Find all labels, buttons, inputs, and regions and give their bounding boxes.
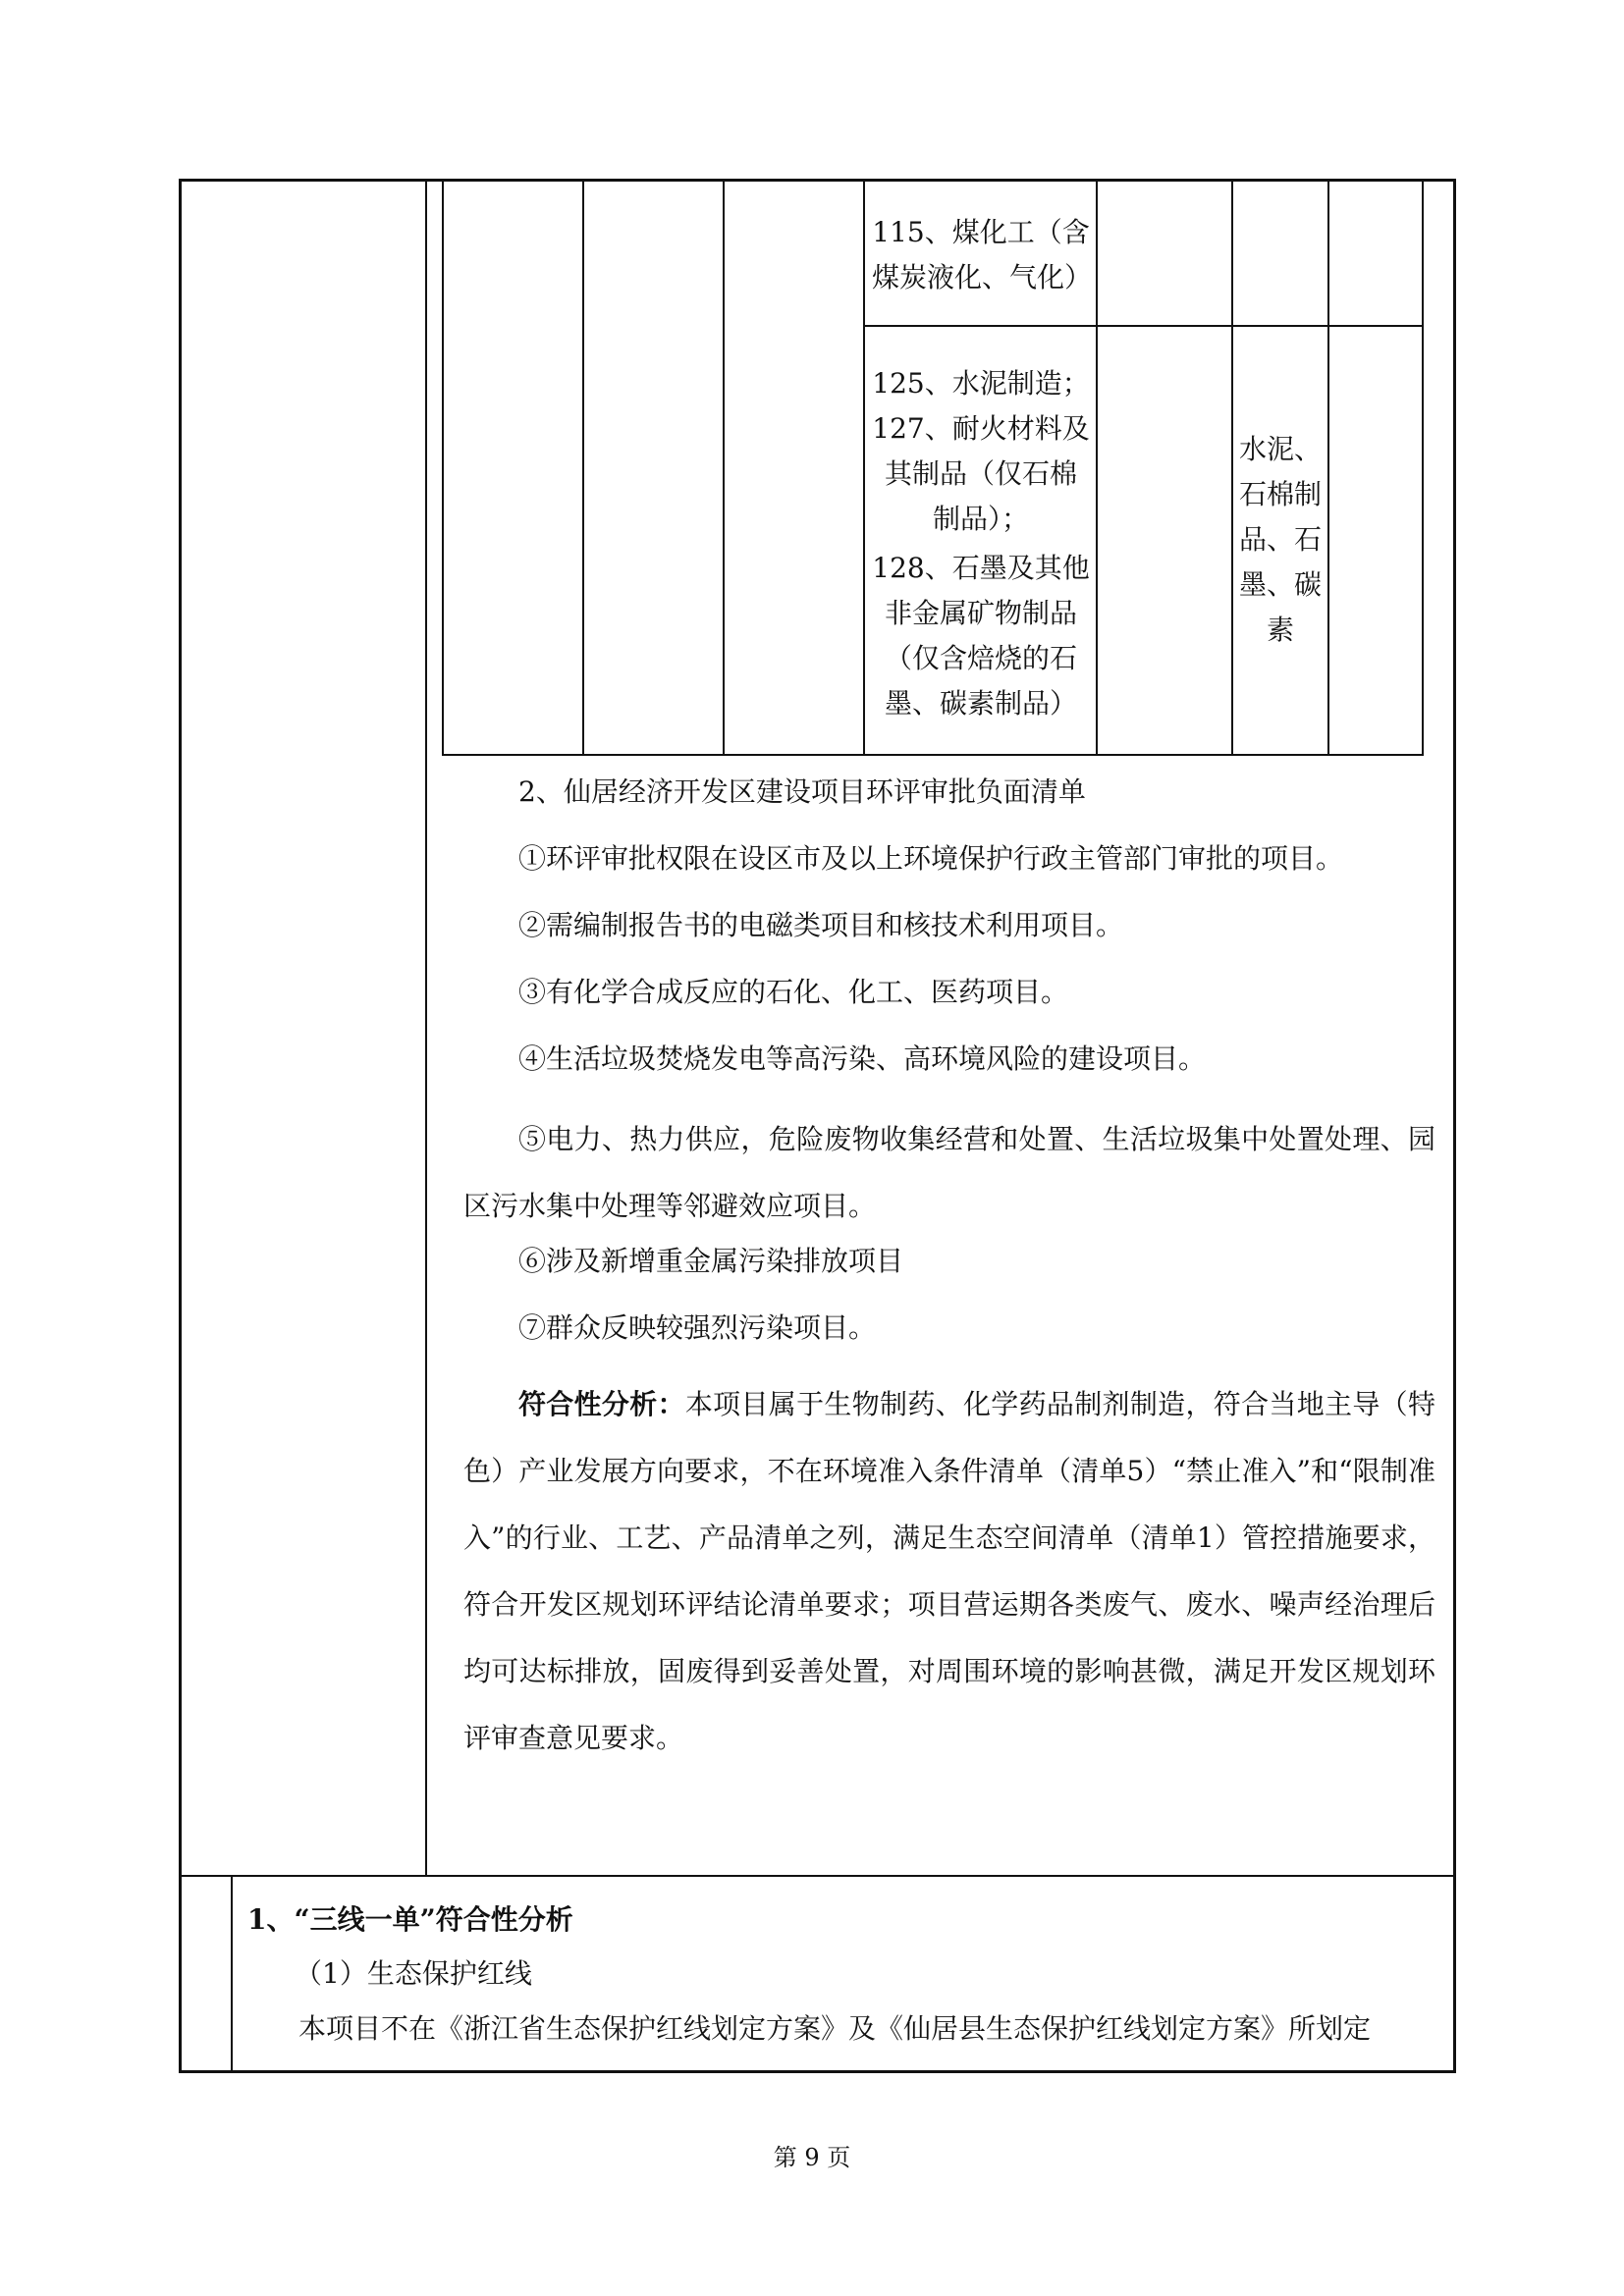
row2-code-text-b: 128、石墨及其他非金属矿物制品（仅含焙烧的石墨、碳素制品）	[872, 552, 1090, 720]
section-divider	[179, 1875, 1456, 1877]
inner-table-bottom	[442, 754, 1424, 756]
ecological-redline-heading: （1）生态保护红线	[295, 1957, 532, 1990]
outer-border-right	[1453, 179, 1456, 2073]
inner-table-left	[442, 179, 444, 756]
inner-col-line-3	[863, 179, 865, 756]
negative-list-item-1: ①环评审批权限在设区市及以上环境保护行政主管部门审批的项目。	[518, 842, 1344, 875]
inner-col-line-1	[582, 179, 584, 756]
left-column-divider	[425, 179, 427, 1877]
row2-code-text-a: 125、水泥制造；127、耐火材料及其制品（仅石棉制品）；	[872, 367, 1090, 535]
inner-table-right	[1422, 179, 1424, 756]
row1-code-cell	[866, 187, 1096, 324]
compliance-analysis-label: 符合性分析：	[518, 1388, 685, 1420]
three-lines-heading: 1、“三线一单”符合性分析	[247, 1903, 573, 1936]
outer-border-top	[179, 179, 1456, 182]
page-number: 第 9 页	[773, 2144, 851, 2171]
negative-list-item-7: ⑦群众反映较强烈污染项目。	[518, 1311, 877, 1344]
negative-list-item-4: ④生活垃圾焚烧发电等高污染、高环境风险的建设项目。	[518, 1042, 1207, 1075]
compliance-analysis	[463, 1371, 1435, 1772]
inner-col-line-4	[1096, 179, 1098, 756]
negative-list-item-6: ⑥涉及新增重金属污染排放项目	[518, 1245, 904, 1277]
inner-col-line-2	[723, 179, 725, 756]
negative-list-title: 2、仙居经济开发区建设项目环评审批负面清单	[518, 775, 1086, 808]
outer-border-left	[179, 179, 182, 2073]
compliance-analysis-text: 本项目属于生物制药、化学药品制剂制造，符合当地主导（特色）产业发展方向要求，不在环境准入条件清单（清单5）“禁止准入”和“限制准入”的行业、工艺、产品清单之列，满足生态空间清单（清单1）管控措施要求，符合开发区规划环评结论清单要求；项目营运期各类废气、废水、噪声经治理后均可达标排放，固废得到妥善处置，对周围环境的影响甚微，满足开发区规划环评审查意见要求。	[463, 1388, 1435, 1754]
inner-col-line-6	[1327, 179, 1329, 756]
negative-list-item-5: ⑤电力、热力供应，危险废物收集经营和处置、生活垃圾集中处置处理、园区污水集中处理等邻避效应项目。	[463, 1123, 1435, 1222]
inner-row-divider	[863, 325, 1424, 327]
row1-code-text: 115、煤化工（含煤炭液化、气化）	[872, 216, 1093, 294]
bottom-left-divider	[231, 1875, 233, 2071]
row2-product-cell	[1233, 344, 1327, 736]
ecological-redline-text: 本项目不在《浙江省生态保护红线划定方案》及《仙居县生态保护红线划定方案》所划定	[298, 2012, 1372, 2045]
negative-list-item-2: ②需编制报告书的电磁类项目和核技术利用项目。	[518, 909, 1124, 941]
row2-product-text: 水泥、石棉制品、石墨、碳素	[1239, 433, 1323, 646]
negative-list-item-3: ③有化学合成反应的石化、化工、医药项目。	[518, 976, 1069, 1008]
row2-code-cell	[866, 334, 1096, 754]
outer-border-bottom	[179, 2070, 1456, 2073]
